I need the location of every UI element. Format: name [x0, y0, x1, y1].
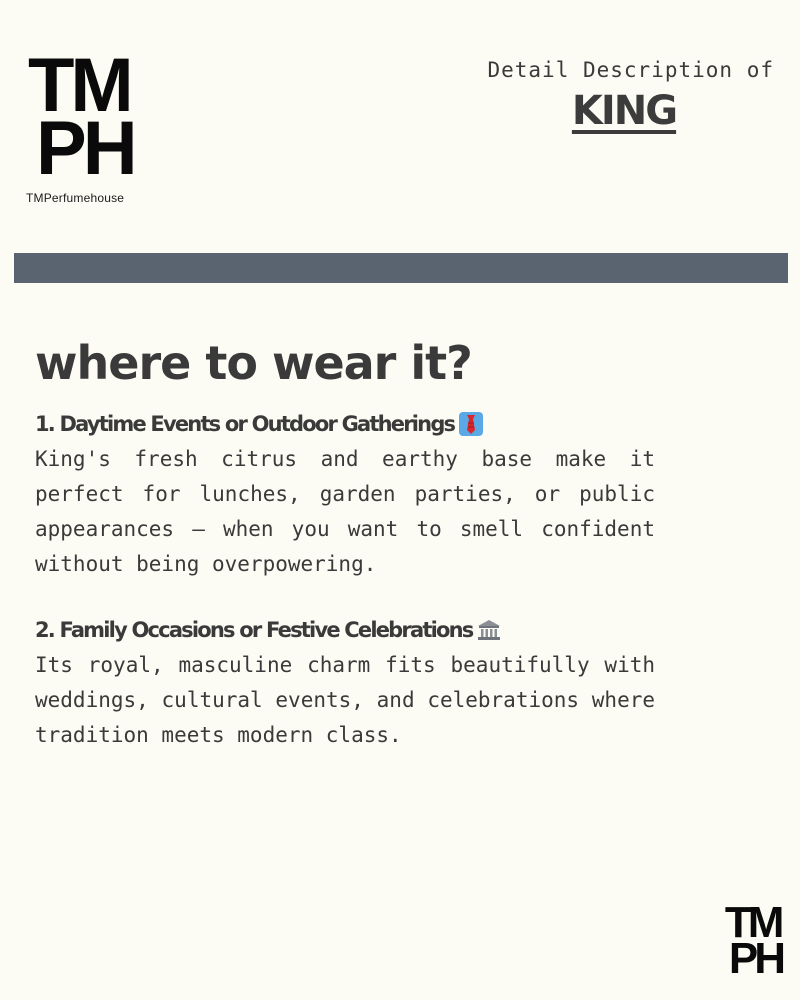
- item-heading-text: 2. Family Occasions or Festive Celebrations: [35, 618, 473, 642]
- footer-logo-line-1: TM: [724, 898, 781, 947]
- item-heading-text: 1. Daytime Events or Outdoor Gatherings: [35, 412, 455, 436]
- item-body: Its royal, masculine charm fits beautifully with weddings, cultural events, and celebrations where tradition meets modern class.: [35, 653, 655, 747]
- list-item: [35, 410, 655, 582]
- header-divider-bar: [14, 253, 788, 283]
- brand-caption: TMPerfumehouse: [26, 190, 125, 205]
- logo-line-1: TM: [28, 43, 130, 128]
- product-name: KING: [571, 88, 677, 134]
- item-heading: [35, 410, 655, 438]
- classical-building-icon: [476, 617, 502, 643]
- brand-logo-mark: [26, 43, 146, 192]
- brand-logo: [26, 43, 146, 205]
- section-title: where to wear it?: [35, 336, 472, 390]
- page-header: [414, 58, 774, 134]
- footer-logo: [724, 898, 782, 984]
- logo-line-2: PH: [36, 106, 134, 192]
- header-subtitle: Detail Description of: [487, 58, 774, 82]
- necktie-icon: [458, 411, 484, 437]
- item-heading: [35, 616, 655, 644]
- footer-logo-line-2: PH: [728, 934, 782, 984]
- footer-logo-mark: [724, 898, 782, 984]
- item-body: King's fresh citrus and earthy base make it perfect for lunches, garden parties, or public appearances — when you want to smell confident without being overpowering.: [35, 447, 655, 576]
- main-content: [35, 336, 655, 787]
- list-item: [35, 616, 655, 753]
